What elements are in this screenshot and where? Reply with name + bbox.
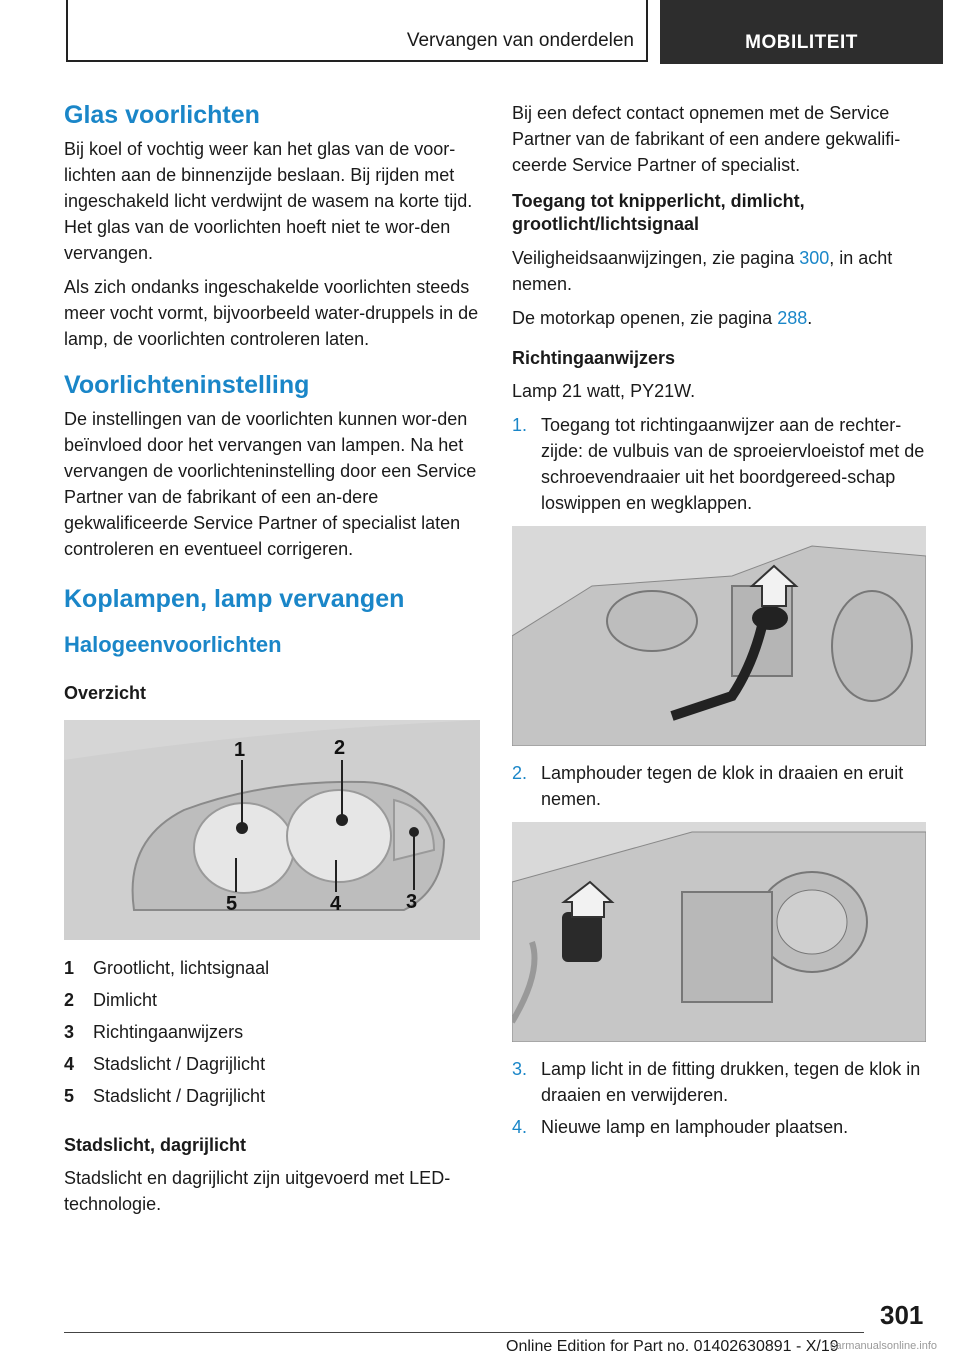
heading-glas-voorlichten: Glas voorlichten bbox=[64, 101, 260, 129]
paragraph-stadslicht: Stadslicht en dagrijlicht zijn uitgevoerd met LED-technologie. bbox=[64, 1168, 451, 1215]
header-section-title: Vervangen van onderdelen bbox=[406, 30, 634, 51]
paragraph-veiligheid: Veiligheidsaanwijzingen, zie pagina 300, in acht nemen. bbox=[512, 247, 893, 294]
heading-voorlichteninstelling: Voorlichteninstelling bbox=[64, 371, 310, 399]
heading-koplampen: Koplampen, lamp vervangen bbox=[64, 585, 405, 613]
headlight-overview-figure bbox=[64, 720, 480, 940]
figure-legend bbox=[64, 952, 480, 1112]
paragraph-glas-1: Bij koel of vochtig weer kan het glas van de voor-lichten aan de binnenzijde beslaan. Bij rijden met ingeschakeld licht verdwijnt de wasem na korte tijd. Het glas van de voorlichten hoeft niet te wor-den vervangen. bbox=[64, 139, 473, 263]
paragraph-defect: Bij een defect contact opnemen met de Service Partner van de fabrikant of een andere gekwalifi-ceerde Service Partner of specialist. bbox=[512, 103, 901, 175]
header-section-tab bbox=[66, 0, 648, 62]
left-column bbox=[64, 100, 480, 1225]
heading-toegang: Toegang tot knipperlicht, dimlicht, grootlicht/lichtsignaal bbox=[512, 191, 805, 235]
page-link-288[interactable]: 288 bbox=[777, 307, 808, 328]
step-item: 3. Lamp licht in de fitting drukken, tegen de klok in draaien en verwijderen. bbox=[512, 1059, 921, 1106]
legend-item: 1 Grootlicht, lichtsignaal bbox=[64, 957, 270, 978]
engine-bay-figure-2 bbox=[512, 822, 926, 1042]
paragraph-motorkap: De motorkap openen, zie pagina 288. bbox=[512, 307, 813, 328]
figure-label-2: 2 bbox=[334, 736, 346, 759]
headlight-illustration bbox=[64, 720, 480, 940]
right-column bbox=[512, 100, 926, 1146]
legend-item: 4 Stadslicht / Dagrijlicht bbox=[64, 1053, 266, 1074]
heading-stadslicht: Stadslicht, dagrijlicht bbox=[64, 1134, 247, 1155]
engine-bay-illustration-1 bbox=[512, 526, 926, 746]
step-item: 2. Lamphouder tegen de klok in draaien en eruit nemen. bbox=[512, 763, 904, 810]
paragraph-instelling: De instellingen van de voorlichten kunnen wor-den beïnvloed door het vervangen van lampen. Na het vervangen de voorlichteninstelling door een Service Partner van de fabrikant of een an-dere gekwalificeerde Service Partner of specialist laten controleren en eventueel corrigeren. bbox=[64, 409, 477, 559]
figure-label-1: 1 bbox=[234, 738, 246, 761]
figure-label-3: 3 bbox=[406, 890, 418, 913]
page-link-300[interactable]: 300 bbox=[799, 247, 830, 268]
figure-label-4: 4 bbox=[330, 892, 342, 915]
footer-divider bbox=[64, 1332, 864, 1333]
legend-item: 3 Richtingaanwijzers bbox=[64, 1021, 244, 1042]
figure-label-5: 5 bbox=[226, 892, 238, 915]
footer-edition: Online Edition for Part no. 01402630891 - X/19 bbox=[506, 1338, 839, 1355]
engine-bay-illustration-2 bbox=[512, 822, 926, 1042]
paragraph-lamp-spec: Lamp 21 watt, PY21W. bbox=[512, 381, 696, 402]
page-number: 301 bbox=[880, 1300, 924, 1330]
header-chapter-tab[interactable] bbox=[660, 0, 943, 64]
header-chapter-title: MOBILITEIT bbox=[745, 32, 858, 53]
watermark: carmanualsonline.info bbox=[830, 1340, 938, 1352]
step-item: 1. Toegang tot richtingaanwijzer aan de rechter-zijde: de vulbuis van de sproeiervloeistof met de schroevendraaier uit het boordgereed-schap loswippen en wegklappen. bbox=[512, 415, 925, 514]
legend-item: 2 Dimlicht bbox=[64, 989, 158, 1010]
heading-richtingaanwijzers: Richtingaanwijzers bbox=[512, 347, 676, 368]
step-item: 4. Nieuwe lamp en lamphouder plaatsen. bbox=[512, 1117, 849, 1138]
heading-overzicht: Overzicht bbox=[64, 683, 147, 704]
paragraph-glas-2: Als zich ondanks ingeschakelde voorlichten steeds meer vocht vormt, bijvoorbeeld water-druppels in de lamp, de voorlichten controleren laten. bbox=[64, 277, 479, 349]
heading-halogeen: Halogeenvoorlichten bbox=[64, 632, 282, 657]
engine-bay-figure-1 bbox=[512, 526, 926, 746]
legend-item: 5 Stadslicht / Dagrijlicht bbox=[64, 1085, 266, 1106]
